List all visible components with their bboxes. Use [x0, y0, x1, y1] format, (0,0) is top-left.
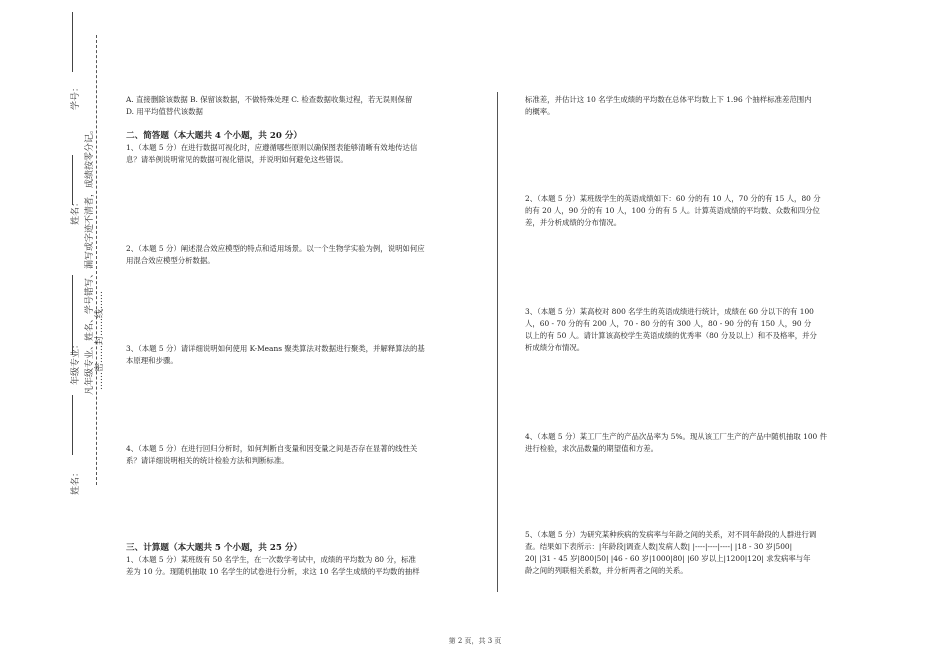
question-text: 4、（本题 5 分）某工厂生产的产品次品率为 5%。现从该工厂生产的产品中随机抽取 100 件 [525, 432, 827, 441]
binding-line [72, 12, 73, 72]
question-text: 标准差，并估计这 10 名学生成绩的平均数在总体平均数上下 1.96 个抽样标准差范围内 [525, 95, 812, 104]
question-text: 查。结果如下表所示：|年龄段|调查人数|发病人数| |----|----|----| |18 - 30 岁|500| [525, 542, 793, 551]
question-text: 息？请举例说明常见的数据可视化错误，并说明如何避免这些错误。 [126, 155, 348, 164]
question-text: 1、（本题 5 分）在进行数据可视化时，应遵循哪些原则以确保图表能够清晰有效地传达信 [126, 143, 418, 152]
binding-margin [0, 0, 110, 672]
question-3-5 [525, 529, 870, 577]
section-title: 二、简答题（本大题共 4 个小题，共 20 分） [126, 131, 303, 141]
seal-line-text: ……密……封……线…… [95, 290, 105, 390]
page-number: 第 2 页，共 3 页 [448, 637, 502, 645]
question-text: 1、（本题 5 分）某班级有 50 名学生，在一次数学考试中，成绩的平均数为 80 分，标准 [126, 555, 416, 564]
question-text: 20| |31 - 45 岁|800|50| |46 - 60 岁|1000|80| |60 岁以上|1200|120| 求发病率与年 [525, 554, 811, 563]
binding-notice: 凡年级专业、姓名、学号错写、漏写或字迹不清者，成绩按零分记。 [85, 124, 95, 395]
question-text: 差为 10 分。现随机抽取 10 名学生的试卷进行分析，求这 10 名学生成绩的平均数的抽样 [126, 567, 420, 576]
question-2-3 [126, 343, 486, 367]
question-2-2 [126, 243, 486, 267]
question-text: 人，60 - 70 分的有 200 人，70 - 80 分的有 300 人，80 - 90 分的有 150 人，90 分 [525, 319, 812, 328]
question-text: 以上的有 50 人。请计算该高校学生英语成绩的优秀率（80 分及以上）和不及格率，并分 [525, 331, 817, 340]
question-text: 进行检验，求次品数量的期望值和方差。 [525, 444, 659, 453]
question-text: 系？请详细说明相关的统计检验方法和判断标准。 [126, 456, 289, 465]
question-text: 的有 20 人，90 分的有 10 人，100 分的有 5 人。计算英语成绩的平均数、众数和四分位 [525, 206, 820, 215]
question-text: 龄之间的列联相关系数，并分析两者之间的关系。 [525, 566, 688, 575]
question-text: 5、（本题 5 分）为研究某种疾病的发病率与年龄之间的关系，对不同年龄段的人群进行调 [525, 530, 817, 539]
options-line: A. 直接删除该数据 B. 保留该数据，不做特殊处理 C. 检查数据收集过程，若无误则保留 [126, 95, 413, 104]
binding-line [72, 395, 73, 455]
question-2-4 [126, 443, 486, 467]
seal-dashed-line [96, 35, 97, 485]
question-text: 本原理和步骤。 [126, 356, 178, 365]
grade-major-label: 年级专业： [71, 339, 81, 385]
question-text: 析成绩分布情况。 [525, 343, 585, 352]
section-3 [126, 542, 486, 578]
question-text: 3、（本题 5 分）某高校对 800 名学生的英语成绩进行统计，成绩在 60 分以下的有 100 [525, 307, 814, 316]
question-3-3 [525, 306, 870, 354]
question-text: 差，并分析成绩的分布情况。 [525, 218, 622, 227]
question-text: 用混合效应模型分析数据。 [126, 256, 215, 265]
question-3-4 [525, 431, 870, 455]
left-column [126, 94, 486, 118]
section-title: 三、计算题（本大题共 5 个小题，共 25 分） [126, 543, 303, 553]
question-text: 2、（本题 5 分）阐述混合效应模型的特点和适用场景。以一个生物学实验为例，说明如何应 [126, 244, 425, 253]
question-3-1-continued [525, 94, 870, 118]
school-label: 姓名： [71, 467, 81, 495]
student-name-label: 姓名： [71, 197, 81, 225]
question-text: 的概率。 [525, 107, 555, 116]
section-2 [126, 130, 486, 166]
student-id-label: 学号： [71, 82, 81, 110]
column-divider [497, 92, 498, 592]
question-3-2 [525, 193, 870, 229]
question-text: 4、（本题 5 分）在进行回归分析时，如何判断自变量和因变量之间是否存在显著的线性关 [126, 444, 418, 453]
question-text: 3、（本题 5 分）请详细说明如何使用 K-Means 聚类算法对数据进行聚类，并解释算法的基 [126, 344, 425, 353]
options-line: D. 用平均值替代该数据 [126, 107, 203, 116]
question-text: 2、（本题 5 分）某班级学生的英语成绩如下：60 分的有 10 人，70 分的有 15 人，80 分 [525, 194, 821, 203]
